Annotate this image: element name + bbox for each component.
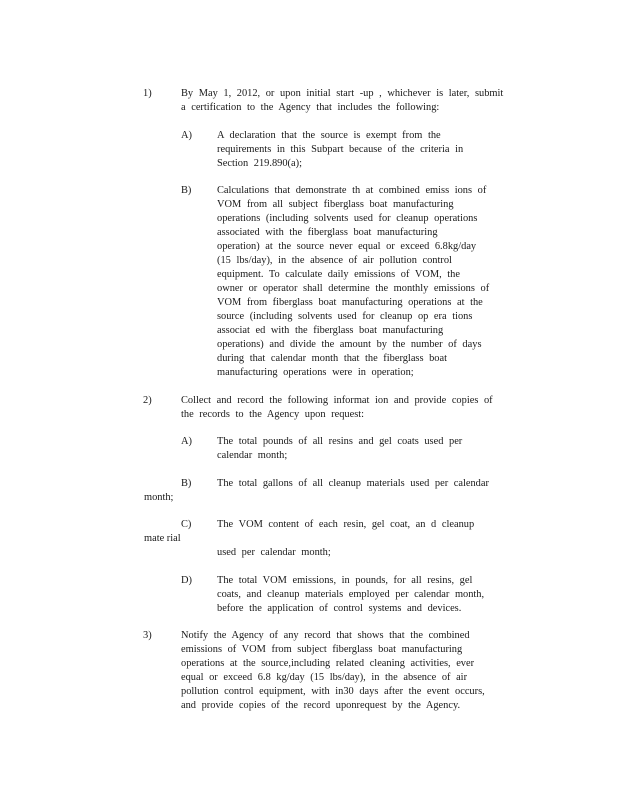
subitem-letter: A): [181, 436, 192, 447]
text-line: coats, and cleanup materials employed per calendar month,: [217, 589, 485, 600]
subitem-text: [217, 477, 489, 491]
subitem-letter: C): [181, 519, 192, 530]
wrapped-tail: month;: [144, 492, 174, 503]
subitem-text: [217, 435, 462, 463]
subitem-letter: D): [181, 575, 192, 586]
text-line: before the application of control systems and devices.: [217, 603, 462, 614]
text-line: The VOM content of each resin, gel coat, an d cleanup: [217, 519, 475, 530]
subitem-text: [217, 574, 484, 616]
subitem-text: [217, 129, 463, 171]
text-line: source (including solvents used for cleanup op era tions: [217, 311, 473, 322]
text-line: VOM from fiberglass boat manufacturing operations at the: [217, 297, 483, 308]
text-line: operation) at the source never equal or exceed 6.8kg/day: [217, 241, 477, 252]
wrapped-tail: mate rial: [144, 533, 181, 544]
text-line: The total gallons of all cleanup materials used per calendar: [217, 478, 489, 489]
text-line: the records to the Agency upon request:: [181, 409, 365, 420]
item-number: 1): [143, 88, 152, 99]
item-number: 2): [143, 395, 152, 406]
text-line: Notify the Agency of any record that shows that the combined: [181, 630, 470, 641]
text-line: Section 219.890(a);: [217, 158, 302, 169]
text-line: requirements in this Subpart because of the criteria in: [217, 144, 464, 155]
text-line: operations (including solvents used for cleanup operations: [217, 213, 478, 224]
text-line: Collect and record the following informat ion and provide copies of: [181, 395, 493, 406]
text-line: equal or exceed 6.8 kg/day (15 lbs/day), in the absence of air: [181, 672, 468, 683]
subitem-letter: B): [181, 478, 192, 489]
subitem-letter: B): [181, 185, 192, 196]
text-line: By May 1, 2012, or upon initial start -up , whichever is later, submit: [181, 88, 504, 99]
text-line: VOM from all subject fiberglass boat manufacturing: [217, 199, 454, 210]
text-line: during that calendar month that the fiberglass boat: [217, 353, 448, 364]
text-line: pollution control equipment, with in30 days after the event occurs,: [181, 686, 485, 697]
text-line: calendar month;: [217, 450, 288, 461]
text-line: associated with the fiberglass boat manufacturing: [217, 227, 438, 238]
item-text: [181, 394, 493, 422]
subitem-letter: A): [181, 130, 192, 141]
item-text: [181, 629, 485, 713]
text-line: emissions of VOM from subject fiberglass boat manufacturing: [181, 644, 463, 655]
text-line: and provide copies of the record uponrequest by the Agency.: [181, 700, 461, 711]
text-line: A declaration that the source is exempt from the: [217, 130, 441, 141]
text-line: The total pounds of all resins and gel coats used per: [217, 436, 463, 447]
text-line: owner or operator shall determine the monthly emissions of: [217, 283, 490, 294]
text-line: associat ed with the fiberglass boat manufacturing: [217, 325, 444, 336]
subitem-continuation: [217, 546, 331, 560]
text-line: operations) and divide the amount by the number of days: [217, 339, 482, 350]
item-text: [181, 87, 503, 115]
text-line: manufacturing operations were in operation;: [217, 367, 414, 378]
subitem-text: [217, 184, 489, 380]
text-line: (15 lbs/day), in the absence of air pollution control: [217, 255, 452, 266]
text-line: used per calendar month;: [217, 547, 331, 558]
text-line: The total VOM emissions, in pounds, for all resins, gel: [217, 575, 473, 586]
item-number: 3): [143, 630, 152, 641]
text-line: a certification to the Agency that includes the following:: [181, 102, 440, 113]
text-line: equipment. To calculate daily emissions of VOM, the: [217, 269, 460, 280]
text-line: Calculations that demonstrate th at combined emiss ions of: [217, 185, 487, 196]
subitem-text: [217, 518, 474, 532]
text-line: operations at the source,including related cleaning activities, ever: [181, 658, 475, 669]
